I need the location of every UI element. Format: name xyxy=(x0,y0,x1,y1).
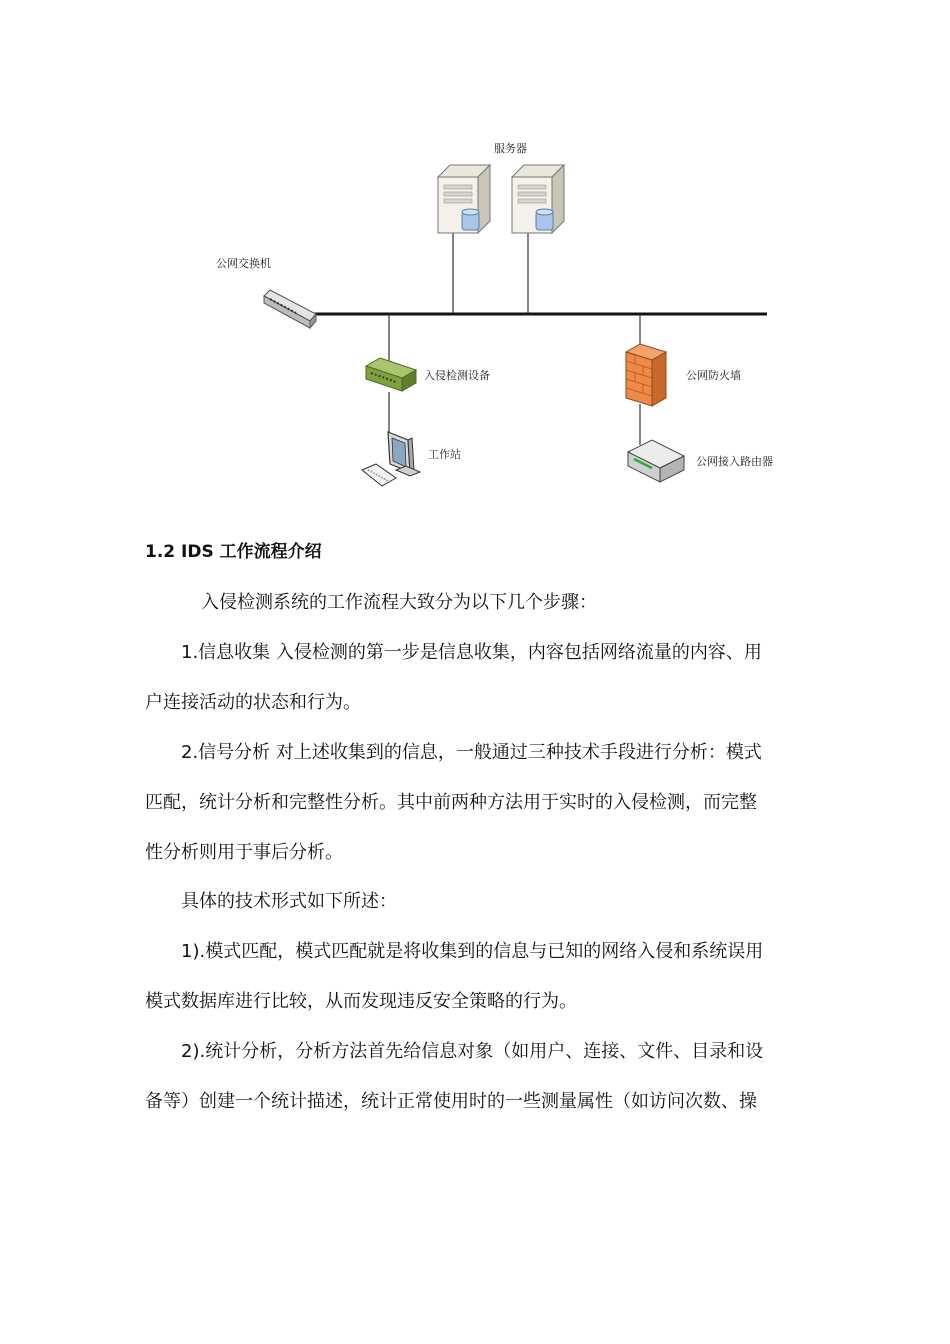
network-topology-diagram xyxy=(0,0,950,520)
collection-text-line1: 1.信息收集 入侵检测的第一步是信息收集，内容包括网络流量的内容、用 xyxy=(181,642,762,663)
paragraph-statistics-line1 xyxy=(145,1027,805,1077)
pattern-text-line1: 1).模式匹配，模式匹配就是将收集到的信息与已知的网络入侵和系统误用 xyxy=(181,941,764,962)
server-icon xyxy=(512,165,564,233)
paragraph-analysis-line2: 匹配，统计分析和完整性分析。其中前两种方法用于实时的入侵检测，而完整 xyxy=(145,792,757,813)
router-icon xyxy=(628,440,684,482)
statistics-text-line1: 2).统计分析，分析方法首先给信息对象（如用户、连接、文件、目录和设 xyxy=(181,1041,764,1062)
paragraph-statistics-line2: 备等）创建一个统计描述，统计正常使用时的一些测量属性（如访问次数、操 xyxy=(145,1091,757,1112)
paragraph-intro xyxy=(145,578,805,628)
firewall-label: 公网防火墙 xyxy=(686,369,741,382)
switch-label: 公网交换机 xyxy=(216,257,271,270)
paragraph-collection-line2: 户连接活动的状态和行为。 xyxy=(145,692,361,713)
paragraph-techniques xyxy=(145,877,805,927)
techniques-text: 具体的技术形式如下所述： xyxy=(181,891,397,912)
analysis-text-line1: 2.信号分析 对上述收集到的信息，一般通过三种技术手段进行分析：模式 xyxy=(181,742,762,763)
firewall-icon xyxy=(626,344,666,406)
server-label: 服务器 xyxy=(494,142,527,155)
switch-icon xyxy=(264,290,316,328)
workstation-icon xyxy=(362,432,420,486)
workstation-label: 工作站 xyxy=(428,448,461,461)
paragraph-pattern-line2: 模式数据库进行比较，从而发现违反安全策略的行为。 xyxy=(145,991,577,1012)
paragraph-pattern-line1 xyxy=(145,927,805,977)
ids-label: 入侵检测设备 xyxy=(424,369,490,382)
intro-text: 入侵检测系统的工作流程大致分为以下几个步骤： xyxy=(201,592,597,613)
paragraph-collection-line1 xyxy=(145,628,805,678)
router-label: 公网接入路由器 xyxy=(696,455,773,468)
section-heading: 1.2 IDS 工作流程介绍 xyxy=(145,542,322,562)
server-icon xyxy=(438,165,490,233)
paragraph-analysis-line1 xyxy=(145,728,805,778)
ids-device-icon xyxy=(366,358,416,391)
paragraph-analysis-line3: 性分析则用于事后分析。 xyxy=(145,842,343,863)
